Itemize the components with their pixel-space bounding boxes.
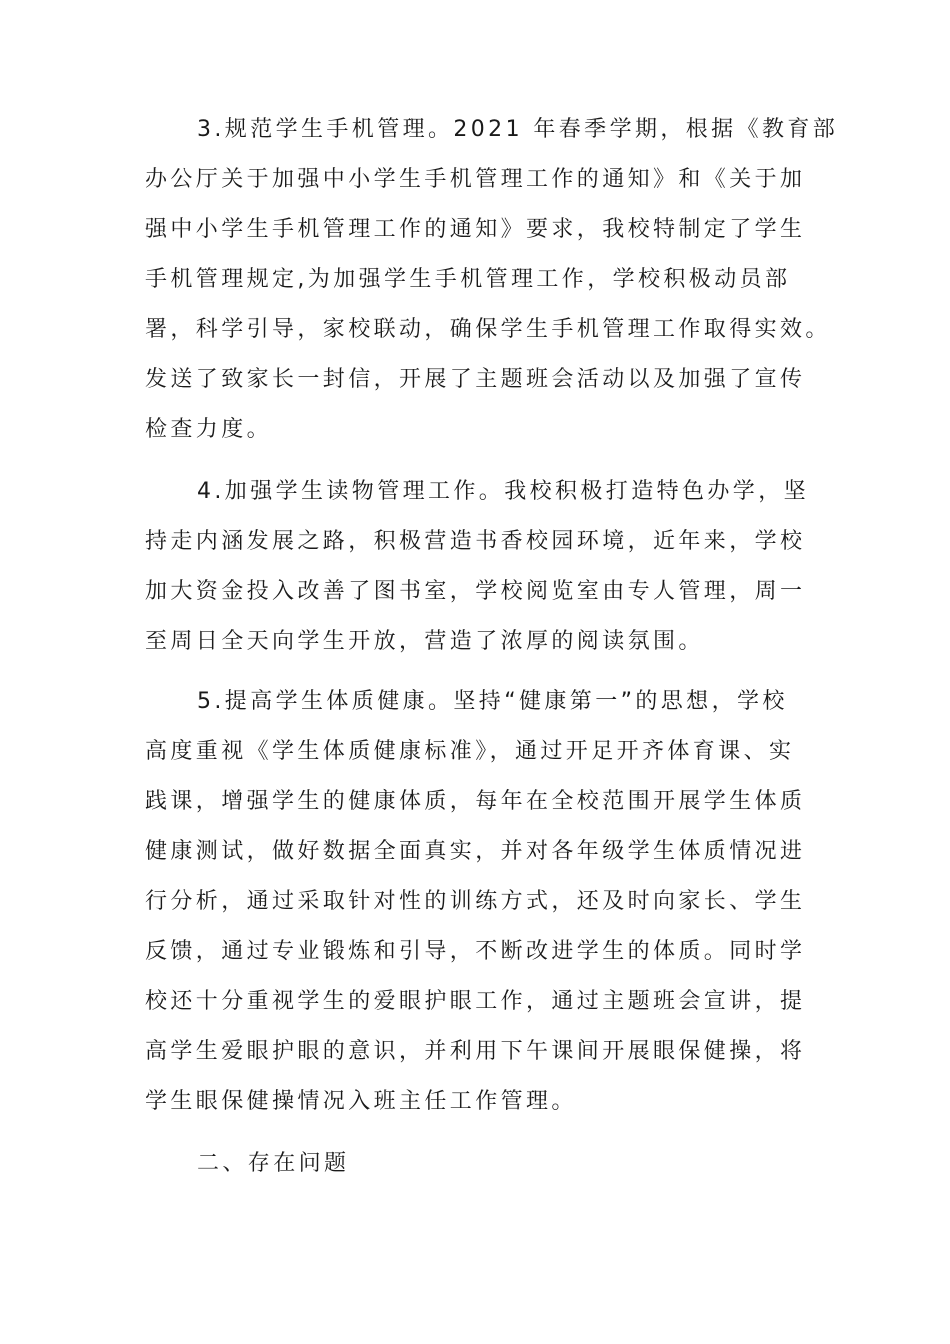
text-line: 署，科学引导，家校联动，确保学生手机管理工作取得实效。 <box>145 317 831 342</box>
text-line: 检查力度。 <box>145 417 273 442</box>
paragraph-physical-health <box>145 677 805 1127</box>
text-line: 4.加强学生读物管理工作。我校积极打造特色办学，坚 <box>197 479 809 504</box>
text-line: 加大资金投入改善了图书室，学校阅览室由专人管理，周一 <box>145 579 806 604</box>
text-line: 发送了致家长一封信，开展了主题班会活动以及加强了宣传 <box>145 367 806 392</box>
text-line: 5.提高学生体质健康。坚持“健康第一”的思想，学校 <box>197 689 788 714</box>
section-heading: 二、存在问题 <box>197 1151 350 1176</box>
text-line: 手机管理规定,为加强学生手机管理工作，学校积极动员部 <box>145 267 791 292</box>
paragraph-phone-management <box>145 105 839 455</box>
text-line: 持走内涵发展之路，积极营造书香校园环境，近年来，学校 <box>145 529 806 554</box>
text-line: 学生眼保健操情况入班主任工作管理。 <box>145 1089 577 1114</box>
text-line: 行分析，通过采取针对性的训练方式，还及时向家长、学生 <box>145 889 806 914</box>
text-line: 至周日全天向学生开放，营造了浓厚的阅读氛围。 <box>145 629 704 654</box>
text-line: 校还十分重视学生的爱眼护眼工作，通过主题班会宣讲，提 <box>145 989 806 1014</box>
text-line: 高学生爱眼护眼的意识，并利用下午课间开展眼保健操，将 <box>145 1039 806 1064</box>
text-line: 强中小学生手机管理工作的通知》要求，我校特制定了学生 <box>145 217 806 242</box>
paragraph-reading-management <box>145 467 809 667</box>
text-line: 践课，增强学生的健康体质，每年在全校范围开展学生体质 <box>145 789 806 814</box>
text-line: 高度重视《学生体质健康标准》，通过开足开齐体育课、实 <box>145 739 795 764</box>
text-line: 办公厅关于加强中小学生手机管理工作的通知》和《关于加 <box>145 167 806 192</box>
text-line: 健康测试，做好数据全面真实，并对各年级学生体质情况进 <box>145 839 806 864</box>
text-line: 反馈，通过专业锻炼和引导，不断改进学生的体质。同时学 <box>145 939 806 964</box>
text-line: 3.规范学生手机管理。2021 年春季学期，根据《教育部 <box>197 117 839 142</box>
